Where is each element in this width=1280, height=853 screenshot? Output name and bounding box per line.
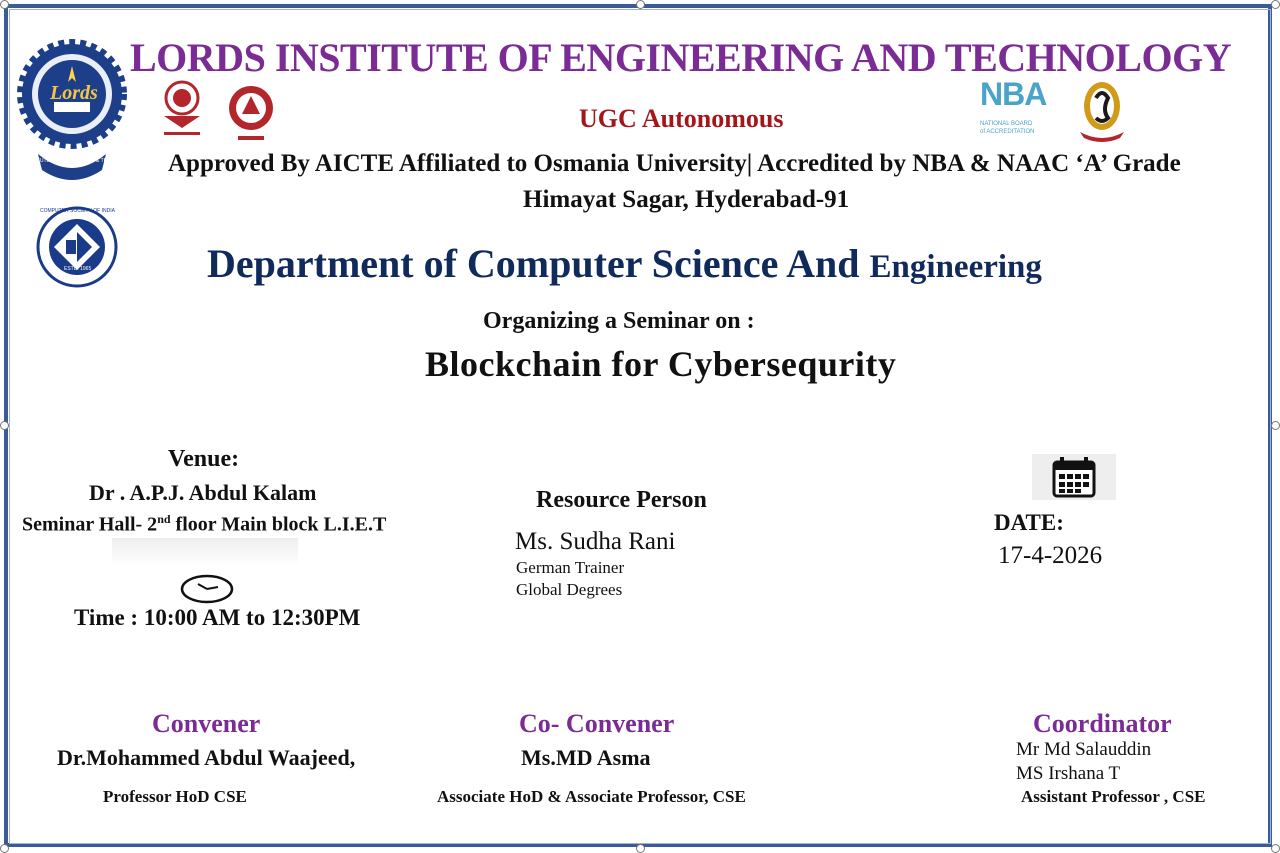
nba-logo [978, 76, 1047, 144]
seminar-intro: Organizing a Seminar on : [483, 308, 755, 334]
resize-handle-bottom[interactable] [636, 844, 645, 853]
venue-line-2-sup: nd [157, 512, 171, 526]
resize-handle-right[interactable] [1271, 421, 1280, 430]
resize-handle-left[interactable] [0, 421, 9, 430]
resource-name: Ms. Sudha Rani [515, 528, 676, 555]
resource-label: Resource Person [536, 487, 707, 513]
department-title [207, 240, 1042, 287]
resource-role: German Trainer [516, 558, 625, 577]
naac-emblem [226, 80, 276, 144]
venue-line-2-pre: Seminar Hall- 2 [22, 513, 158, 536]
coordinator-name-2: MS Irshana T [1016, 763, 1121, 784]
seminar-title: Blockchain for Cybersequrity [425, 344, 897, 384]
coordinator-label: Coordinator [1033, 709, 1172, 738]
convener-label: Convener [152, 709, 261, 738]
venue-line-2 [22, 512, 386, 537]
time-text: Time : 10:00 AM to 12:30PM [74, 605, 361, 630]
resize-handle-bottom-right[interactable] [1271, 844, 1280, 853]
coordinator-designation: Assistant Professor , CSE [1021, 787, 1206, 806]
venue-label: Venue: [168, 446, 240, 472]
lords-logo-ring-text: INSTITUTE OF ENGINEERING & TECHNOLOGY [24, 158, 136, 164]
approval-line: Approved By AICTE Affiliated to Osmania University| Accredited by NBA & NAAC ‘A’ Grade [168, 150, 1181, 177]
address-line: Himayat Sagar, Hyderabad-91 [523, 186, 850, 213]
co-convener-designation: Associate HoD & Associate Professor, CSE [437, 787, 746, 806]
csi-logo [36, 206, 118, 288]
date-value: 17-4-2026 [998, 542, 1103, 569]
resource-org: Global Degrees [516, 580, 623, 599]
osmania-emblem [1076, 78, 1128, 142]
ugc-status: UGC Autonomous [579, 104, 784, 133]
csi-logo-ring-text: COMPUTER SOCIETY OF INDIA [40, 208, 115, 214]
resize-handle-bottom-left[interactable] [0, 844, 9, 853]
ugc-emblem [158, 78, 206, 142]
resize-handle-top-right[interactable] [1271, 0, 1280, 9]
date-label: DATE: [994, 510, 1064, 535]
calendar-icon [1032, 454, 1116, 500]
csi-logo-estd: ESTD. 1965 [64, 266, 92, 272]
convener-name: Dr.Mohammed Abdul Waajeed, [57, 745, 356, 770]
venue-line-2-post: floor Main block L.I.E.T [170, 513, 387, 536]
convener-designation: Professor HoD CSE [103, 787, 247, 806]
lords-logo [20, 32, 136, 180]
resize-handle-top-left[interactable] [0, 0, 9, 9]
venue-shadow-bar [112, 538, 298, 566]
co-convener-label: Co- Convener [519, 709, 675, 738]
nba-logo-caption: NATIONAL BOARD of ACCREDITATION [980, 121, 1035, 135]
coordinator-name-1: Mr Md Salauddin [1016, 739, 1152, 760]
venue-line-1: Dr . A.P.J. Abdul Kalam [89, 480, 317, 505]
department-title-main: Department of Computer Science And [207, 241, 860, 286]
lords-logo-text: Lords [50, 82, 98, 104]
department-title-tail: Engineering [869, 249, 1042, 285]
resize-handle-top[interactable] [636, 0, 645, 9]
clock-icon [180, 574, 234, 604]
co-convener-name: Ms.MD Asma [521, 745, 651, 770]
institute-name: LORDS INSTITUTE OF ENGINEERING AND TECHNOLOGY [130, 35, 1232, 80]
nba-logo-text: NBA [980, 76, 1047, 112]
